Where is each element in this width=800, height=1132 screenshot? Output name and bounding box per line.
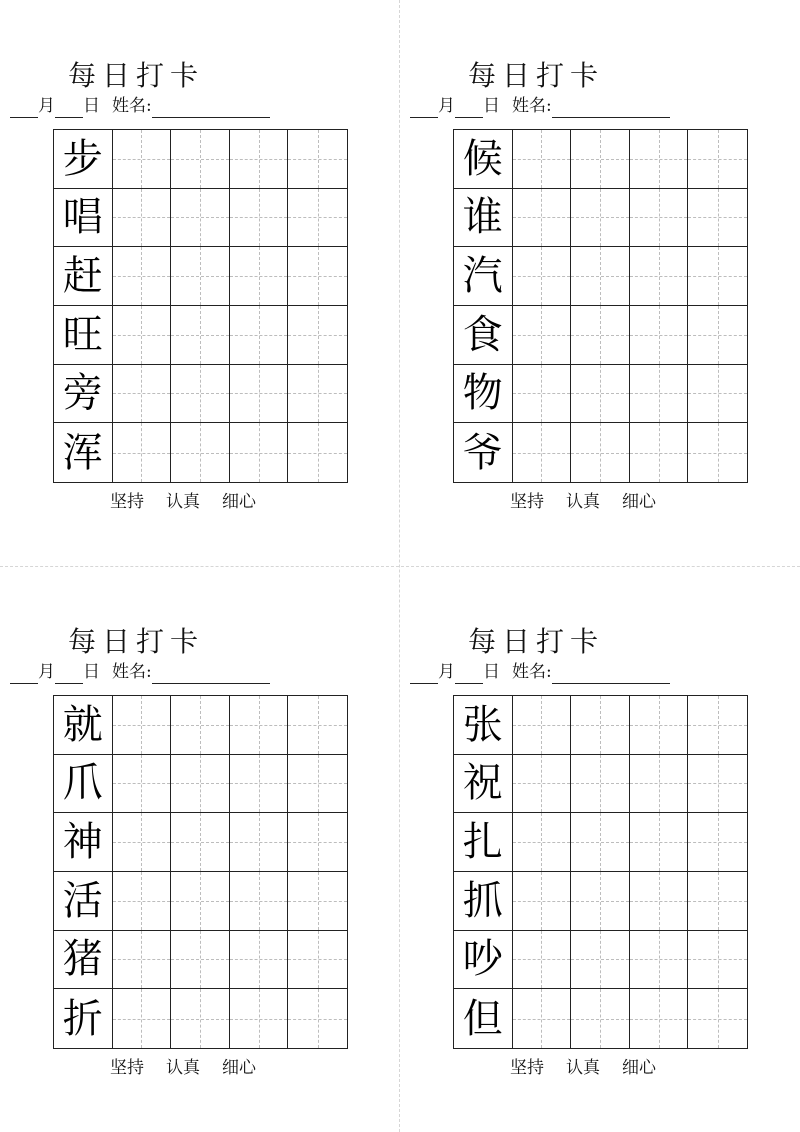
model-character: 吵: [462, 936, 503, 983]
practice-cell[interactable]: [688, 931, 747, 990]
month-label: 月: [38, 662, 55, 682]
practice-cell[interactable]: [171, 813, 230, 872]
model-character-cell: [454, 755, 513, 814]
model-character: 扎: [462, 819, 503, 866]
practice-cell[interactable]: [630, 989, 689, 1048]
card-title: 每日打卡: [467, 625, 604, 658]
day-blank[interactable]: [455, 97, 483, 118]
model-character-cell: [454, 931, 513, 990]
practice-cell[interactable]: [513, 813, 572, 872]
name-label: 姓名:: [112, 96, 152, 116]
day-blank[interactable]: [455, 663, 483, 684]
practice-cell[interactable]: [288, 813, 347, 872]
practice-cell[interactable]: [630, 306, 689, 365]
practice-cell[interactable]: [688, 813, 747, 872]
practice-cell[interactable]: [230, 365, 289, 424]
model-character-cell: [54, 696, 113, 755]
model-character-cell: [54, 423, 113, 482]
practice-cell[interactable]: [171, 931, 230, 990]
practice-cell[interactable]: [688, 189, 747, 248]
model-character-cell: [54, 306, 113, 365]
model-character-cell: [454, 872, 513, 931]
practice-cell[interactable]: [513, 989, 572, 1048]
name-label: 姓名:: [112, 662, 152, 682]
practice-cell[interactable]: [513, 130, 572, 189]
model-character: 折: [62, 995, 103, 1042]
motto-word: 认真: [166, 1058, 200, 1078]
practice-cell[interactable]: [513, 189, 572, 248]
model-character: 汽: [462, 253, 503, 300]
month-label: 月: [438, 96, 455, 116]
checkin-card: [0, 0, 300, 512]
name-label: 姓名:: [512, 96, 552, 116]
model-character: 旺: [62, 311, 103, 358]
practice-cell[interactable]: [571, 306, 630, 365]
practice-cell[interactable]: [288, 931, 347, 990]
practice-cell[interactable]: [113, 247, 172, 306]
model-character-cell: [454, 365, 513, 424]
motto-word: 认真: [166, 492, 200, 512]
motto-word: 细心: [622, 1058, 656, 1078]
practice-cell[interactable]: [630, 423, 689, 482]
practice-cell[interactable]: [571, 365, 630, 424]
model-character-cell: [454, 423, 513, 482]
practice-cell[interactable]: [630, 247, 689, 306]
practice-cell[interactable]: [113, 130, 172, 189]
practice-cell[interactable]: [113, 813, 172, 872]
motto-word: 坚持: [510, 492, 544, 512]
model-character-cell: [54, 365, 113, 424]
practice-cell[interactable]: [513, 931, 572, 990]
model-character-cell: [454, 696, 513, 755]
practice-cell[interactable]: [688, 872, 747, 931]
practice-cell[interactable]: [288, 189, 347, 248]
practice-cell[interactable]: [688, 130, 747, 189]
model-character-cell: [454, 130, 513, 189]
motto-word: 细心: [222, 492, 256, 512]
name-blank[interactable]: [552, 97, 670, 118]
checkin-card: [400, 0, 700, 512]
card-title: 每日打卡: [67, 625, 204, 658]
day-label: 日: [483, 662, 500, 682]
practice-cell[interactable]: [571, 423, 630, 482]
motto-word: 坚持: [110, 1058, 144, 1078]
practice-cell[interactable]: [513, 247, 572, 306]
practice-cell[interactable]: [230, 931, 289, 990]
practice-cell[interactable]: [571, 755, 630, 814]
practice-cell[interactable]: [113, 189, 172, 248]
model-character: 猪: [62, 936, 103, 983]
model-character: 赶: [62, 253, 103, 300]
practice-cell[interactable]: [571, 247, 630, 306]
practice-cell[interactable]: [171, 872, 230, 931]
motto-word: 细心: [222, 1058, 256, 1078]
day-blank[interactable]: [55, 663, 83, 684]
practice-cell[interactable]: [171, 423, 230, 482]
practice-cell[interactable]: [688, 365, 747, 424]
model-character: 谁: [462, 194, 503, 241]
practice-cell[interactable]: [513, 755, 572, 814]
card-title: 每日打卡: [467, 59, 604, 92]
day-label: 日: [83, 96, 100, 116]
day-label: 日: [83, 662, 100, 682]
practice-cell[interactable]: [171, 989, 230, 1048]
practice-cell[interactable]: [230, 189, 289, 248]
motto-line: [110, 490, 310, 514]
name-blank[interactable]: [152, 663, 270, 684]
practice-cell[interactable]: [630, 130, 689, 189]
practice-cell[interactable]: [630, 931, 689, 990]
practice-cell[interactable]: [688, 423, 747, 482]
model-character: 物: [462, 370, 503, 417]
practice-cell[interactable]: [230, 423, 289, 482]
practice-cell[interactable]: [630, 365, 689, 424]
model-character: 唱: [62, 194, 103, 241]
motto-word: 坚持: [110, 492, 144, 512]
practice-cell[interactable]: [288, 989, 347, 1048]
practice-cell[interactable]: [288, 365, 347, 424]
practice-cell[interactable]: [513, 365, 572, 424]
practice-cell[interactable]: [571, 130, 630, 189]
name-blank[interactable]: [152, 97, 270, 118]
model-character-cell: [54, 872, 113, 931]
model-character: 但: [462, 995, 503, 1042]
model-character: 祝: [462, 760, 503, 807]
practice-cell[interactable]: [571, 872, 630, 931]
practice-cell[interactable]: [571, 813, 630, 872]
practice-cell[interactable]: [171, 306, 230, 365]
practice-cell[interactable]: [688, 306, 747, 365]
day-blank[interactable]: [55, 97, 83, 118]
practice-cell[interactable]: [630, 755, 689, 814]
practice-cell[interactable]: [230, 306, 289, 365]
model-character-cell: [54, 813, 113, 872]
name-label: 姓名:: [512, 662, 552, 682]
model-character: 食: [462, 311, 503, 358]
model-character: 爷: [462, 429, 503, 476]
model-character: 爪: [62, 760, 103, 807]
practice-cell[interactable]: [113, 872, 172, 931]
model-character: 活: [62, 877, 103, 924]
practice-cell[interactable]: [513, 306, 572, 365]
model-character-cell: [54, 989, 113, 1048]
model-character: 抓: [462, 877, 503, 924]
practice-cell[interactable]: [630, 696, 689, 755]
practice-cell[interactable]: [630, 189, 689, 248]
practice-cell[interactable]: [571, 989, 630, 1048]
practice-cell[interactable]: [630, 872, 689, 931]
practice-cell[interactable]: [288, 306, 347, 365]
practice-cell[interactable]: [171, 755, 230, 814]
model-character: 神: [62, 819, 103, 866]
model-character: 旁: [62, 370, 103, 417]
model-character: 候: [462, 135, 503, 182]
month-blank[interactable]: [10, 663, 38, 684]
motto-word: 坚持: [510, 1058, 544, 1078]
practice-cell[interactable]: [113, 365, 172, 424]
practice-cell[interactable]: [230, 696, 289, 755]
motto-word: 认真: [566, 1058, 600, 1078]
practice-cell[interactable]: [513, 696, 572, 755]
month-blank[interactable]: [410, 97, 438, 118]
practice-cell[interactable]: [288, 755, 347, 814]
practice-cell[interactable]: [113, 931, 172, 990]
model-character-cell: [54, 931, 113, 990]
practice-cell[interactable]: [288, 696, 347, 755]
model-character-cell: [54, 755, 113, 814]
practice-cell[interactable]: [230, 130, 289, 189]
model-character-cell: [54, 130, 113, 189]
day-label: 日: [483, 96, 500, 116]
practice-cell[interactable]: [288, 423, 347, 482]
card-title: 每日打卡: [67, 59, 204, 92]
model-character-cell: [454, 989, 513, 1048]
practice-cell[interactable]: [230, 989, 289, 1048]
writing-grid: [53, 129, 348, 483]
practice-cell[interactable]: [571, 696, 630, 755]
date-name-line: [10, 660, 306, 684]
model-character-cell: [454, 189, 513, 248]
practice-cell[interactable]: [113, 989, 172, 1048]
model-character: 张: [462, 701, 503, 748]
writing-grid: [453, 129, 748, 483]
checkin-card: [0, 566, 300, 1078]
practice-cell[interactable]: [113, 755, 172, 814]
practice-cell[interactable]: [171, 365, 230, 424]
practice-cell[interactable]: [688, 989, 747, 1048]
writing-grid: [453, 695, 748, 1049]
motto-line: [510, 1056, 710, 1080]
model-character-cell: [454, 247, 513, 306]
model-character-cell: [54, 189, 113, 248]
practice-cell[interactable]: [230, 755, 289, 814]
model-character-cell: [54, 247, 113, 306]
date-name-line: [10, 94, 306, 118]
practice-cell[interactable]: [513, 872, 572, 931]
model-character-cell: [454, 306, 513, 365]
motto-line: [110, 1056, 310, 1080]
date-name-line: [410, 94, 706, 118]
practice-cell[interactable]: [688, 755, 747, 814]
motto-word: 细心: [622, 492, 656, 512]
practice-cell[interactable]: [288, 130, 347, 189]
date-name-line: [410, 660, 706, 684]
model-character-cell: [454, 813, 513, 872]
practice-cell[interactable]: [688, 247, 747, 306]
practice-cell[interactable]: [171, 696, 230, 755]
practice-cell[interactable]: [113, 306, 172, 365]
model-character: 浑: [62, 429, 103, 476]
month-blank[interactable]: [10, 97, 38, 118]
name-blank[interactable]: [552, 663, 670, 684]
practice-cell[interactable]: [171, 189, 230, 248]
practice-cell[interactable]: [688, 696, 747, 755]
practice-cell[interactable]: [571, 931, 630, 990]
model-character: 步: [62, 135, 103, 182]
checkin-card: [400, 566, 700, 1078]
practice-cell[interactable]: [571, 189, 630, 248]
practice-cell[interactable]: [230, 813, 289, 872]
model-character: 就: [62, 701, 103, 748]
motto-line: [510, 490, 710, 514]
practice-cell[interactable]: [113, 696, 172, 755]
practice-cell[interactable]: [630, 813, 689, 872]
month-label: 月: [38, 96, 55, 116]
practice-cell[interactable]: [288, 872, 347, 931]
practice-cell[interactable]: [230, 247, 289, 306]
practice-cell[interactable]: [113, 423, 172, 482]
month-blank[interactable]: [410, 663, 438, 684]
motto-word: 认真: [566, 492, 600, 512]
month-label: 月: [438, 662, 455, 682]
practice-cell[interactable]: [171, 130, 230, 189]
practice-cell[interactable]: [171, 247, 230, 306]
practice-cell[interactable]: [513, 423, 572, 482]
writing-grid: [53, 695, 348, 1049]
practice-cell[interactable]: [230, 872, 289, 931]
practice-cell[interactable]: [288, 247, 347, 306]
